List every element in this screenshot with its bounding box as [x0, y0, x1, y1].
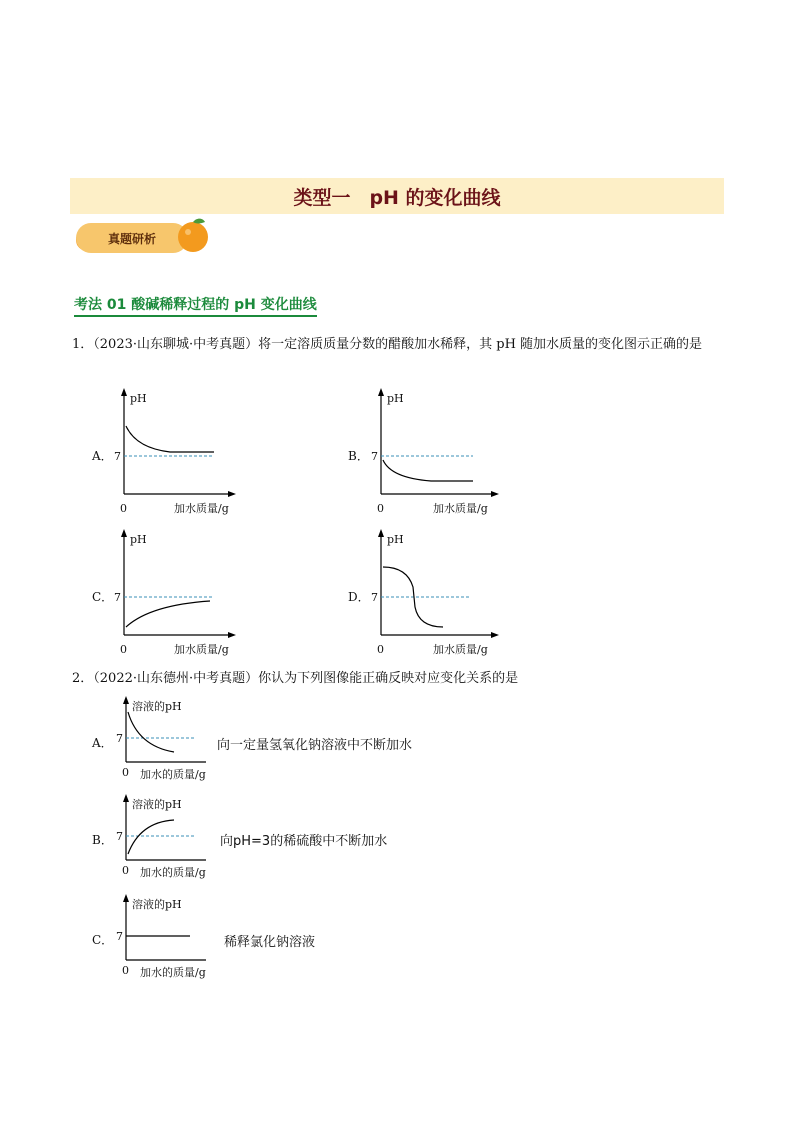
- q1-b-ref: 7: [371, 450, 378, 463]
- q1-a-xlabel: 加水质量/g: [174, 502, 229, 515]
- q2-a-origin: 0: [122, 766, 129, 779]
- q1-graph-d: [367, 527, 517, 659]
- q2-graph-b: [110, 792, 220, 880]
- q2-option-a-letter: A．: [92, 736, 113, 750]
- q1-d-ylabel: pH: [387, 533, 404, 546]
- q2-a-ref: 7: [116, 732, 123, 745]
- q1-d-ref: 7: [371, 591, 378, 604]
- q1-graph-b: [367, 386, 517, 518]
- q2-b-ylabel: 溶液的pH: [132, 798, 182, 811]
- q1-a-ylabel: pH: [130, 392, 147, 405]
- q2-b-ref: 7: [116, 830, 123, 843]
- badge-zhenti: [76, 223, 188, 253]
- q1-c-origin: 0: [120, 643, 127, 656]
- q2-c-ref: 7: [116, 930, 123, 943]
- q2-c-origin: 0: [122, 964, 129, 977]
- q1-a-origin: 0: [120, 502, 127, 515]
- q1-option-c-letter: C．: [92, 590, 114, 604]
- q2-option-c-letter: C．: [92, 933, 114, 947]
- q2-c-xlabel: 加水的质量/g: [140, 966, 206, 979]
- q1-c-xlabel: 加水质量/g: [174, 643, 229, 656]
- q1-d-origin: 0: [377, 643, 384, 656]
- q2-a-statement: 向一定量氢氧化钠溶液中不断加水: [217, 738, 413, 753]
- q1-b-xlabel: 加水质量/g: [433, 502, 488, 515]
- q1-a-ref: 7: [114, 450, 121, 463]
- q2-option-b-letter: B．: [92, 833, 113, 847]
- q1-option-d-letter: D．: [348, 590, 370, 604]
- q2-graph-a: [110, 694, 220, 782]
- q1-d-xlabel: 加水质量/g: [433, 643, 488, 656]
- section-title: 考法 01 酸碱稀释过程的 pH 变化曲线: [74, 294, 317, 317]
- q2-a-ylabel: 溶液的pH: [132, 700, 182, 713]
- q1-b-ylabel: pH: [387, 392, 404, 405]
- q1-option-a-letter: A．: [92, 449, 113, 463]
- q2-a-xlabel: 加水的质量/g: [140, 768, 206, 781]
- q2-b-xlabel: 加水的质量/g: [140, 866, 206, 879]
- q2-stem: 2．（2022·山东德州·中考真题）你认为下列图像能正确反映对应变化关系的是: [72, 671, 519, 686]
- q2-b-statement: 向pH=3的稀硫酸中不断加水: [220, 834, 388, 849]
- q1-stem: 1．（2023·山东聊城·中考真题）将一定溶质质量分数的醋酸加水稀释，其 pH 随加水质量的变化图示正确的是: [72, 337, 703, 352]
- q1-b-origin: 0: [377, 502, 384, 515]
- q1-c-ref: 7: [114, 591, 121, 604]
- q2-c-ylabel: 溶液的pH: [132, 898, 182, 911]
- q2-c-statement: 稀释氯化钠溶液: [224, 935, 316, 950]
- type-title: 类型一 pH 的变化曲线: [293, 186, 501, 209]
- q1-c-ylabel: pH: [130, 533, 147, 546]
- type-title-banner: [70, 178, 724, 214]
- q2-graph-c: [110, 892, 220, 980]
- q1-graph-c: [110, 527, 250, 659]
- orange-right-icon: [174, 216, 212, 254]
- q2-b-origin: 0: [122, 864, 129, 877]
- q1-option-b-letter: B．: [348, 449, 369, 463]
- q1-graph-a: [110, 386, 250, 518]
- badge-label: 真题研析: [107, 231, 156, 246]
